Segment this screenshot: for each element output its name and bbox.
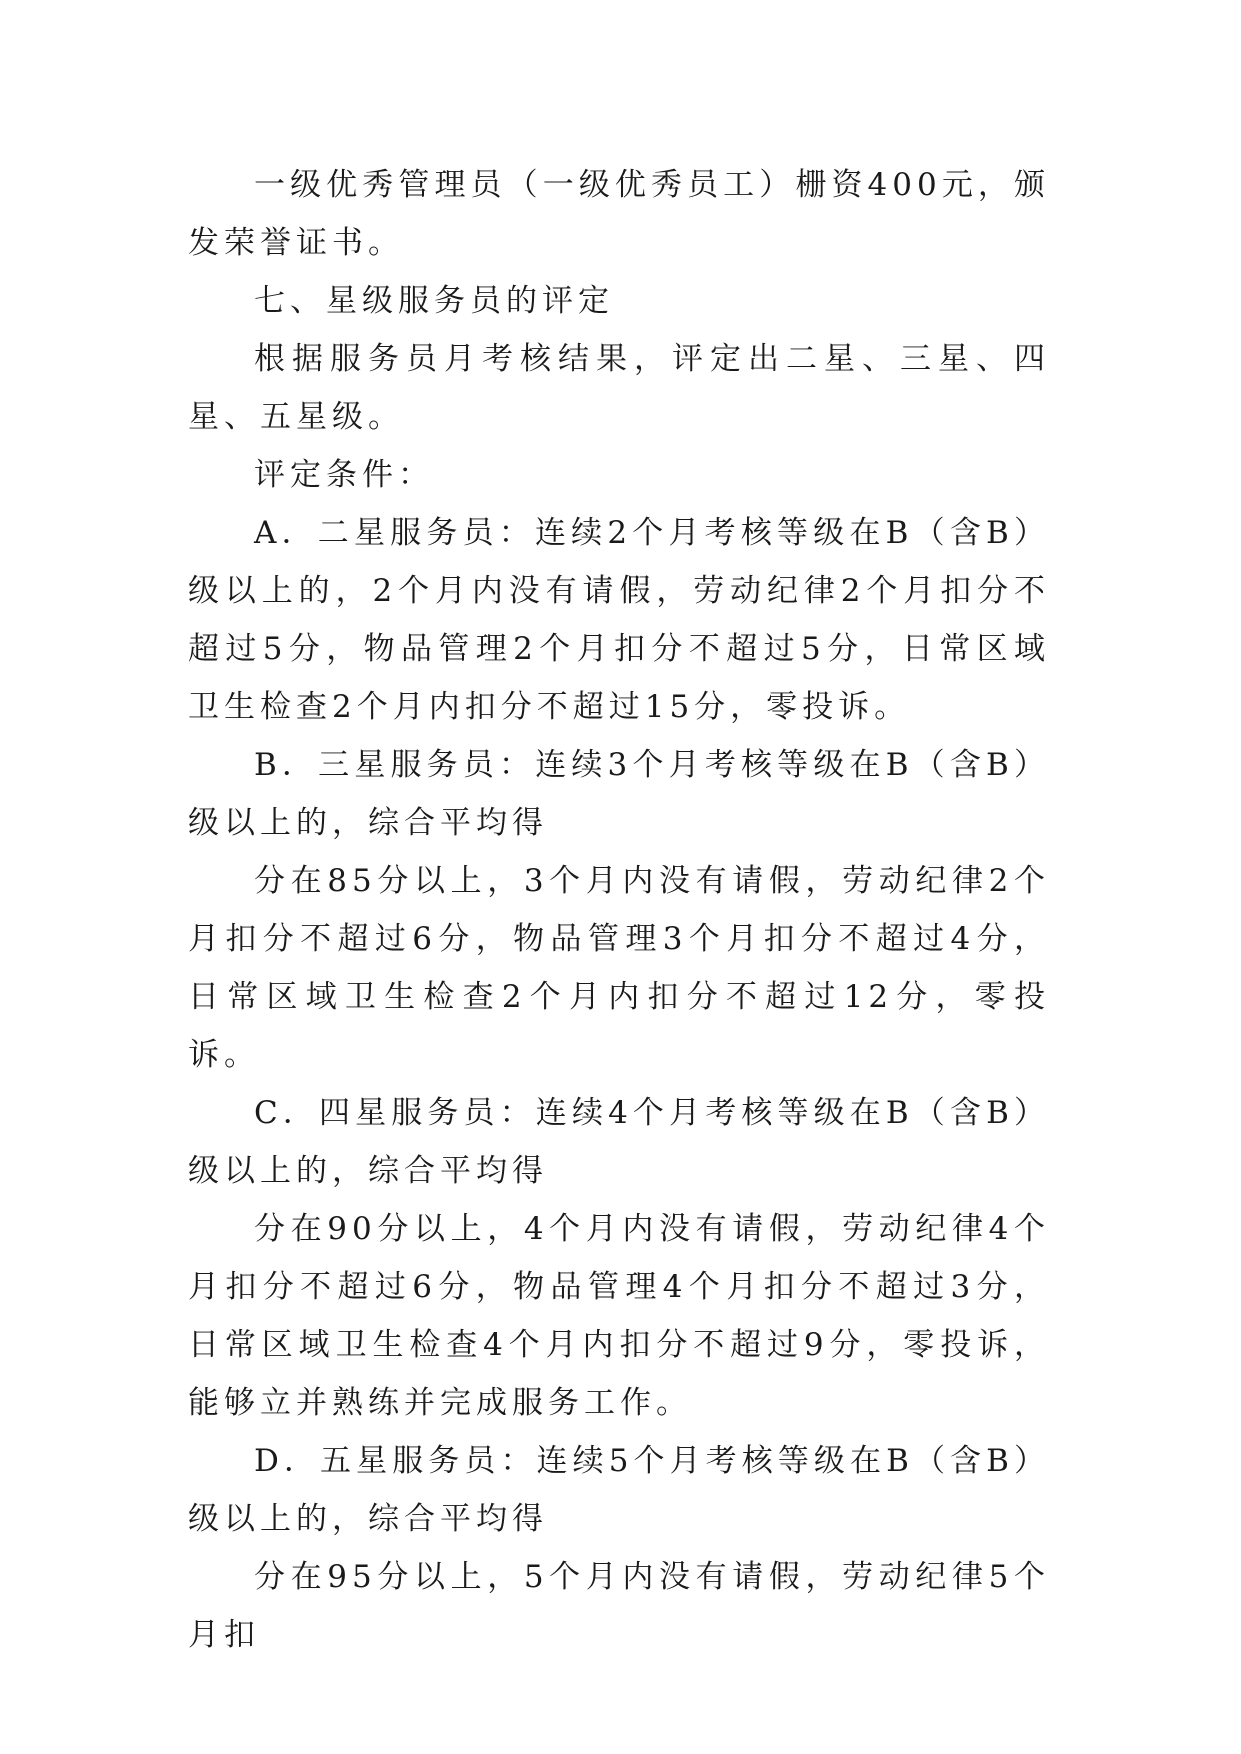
paragraph-conditions-label: 评定条件： xyxy=(254,457,434,493)
document-body xyxy=(188,156,1050,1664)
paragraph-four-star: C．四星服务员：连续4个月考核等级在B（含B）级以上的，综合平均得 xyxy=(188,1095,1050,1189)
paragraph-five-star: D．五星服务员：连续5个月考核等级在B（含B）级以上的，综合平均得 xyxy=(188,1443,1050,1537)
paragraph-three-star: B．三星服务员：连续3个月考核等级在B（含B）级以上的，综合平均得 xyxy=(188,747,1050,841)
paragraph-three-star-detail: 分在85分以上，3个月内没有请假，劳动纪律2个月扣分不超过6分，物品管理3个月扣分不超过4分，日常区域卫生检查2个月内扣分不超过12分，零投诉。 xyxy=(188,863,1050,1073)
section-heading-star-rating: 七、星级服务员的评定 xyxy=(254,283,614,319)
paragraph-honor-award: 一级优秀管理员（一级优秀员工）栅资400元，颁发荣誉证书。 xyxy=(188,167,1050,261)
paragraph-four-star-detail: 分在90分以上，4个月内没有请假，劳动纪律4个月扣分不超过6分，物品管理4个月扣分不超过3分，日常区域卫生检查4个月内扣分不超过9分，零投诉，能够立并熟练并完成服务工作。 xyxy=(188,1211,1050,1421)
paragraph-rating-intro: 根据服务员月考核结果，评定出二星、三星、四星、五星级。 xyxy=(188,341,1050,435)
paragraph-two-star: A．二星服务员：连续2个月考核等级在B（含B）级以上的，2个月内没有请假，劳动纪律2个月扣分不超过5分，物品管理2个月扣分不超过5分，日常区域卫生检查2个月内扣分不超过15分，零投诉。 xyxy=(188,515,1050,725)
paragraph-five-star-detail: 分在95分以上，5个月内没有请假，劳动纪律5个月扣 xyxy=(188,1559,1050,1653)
